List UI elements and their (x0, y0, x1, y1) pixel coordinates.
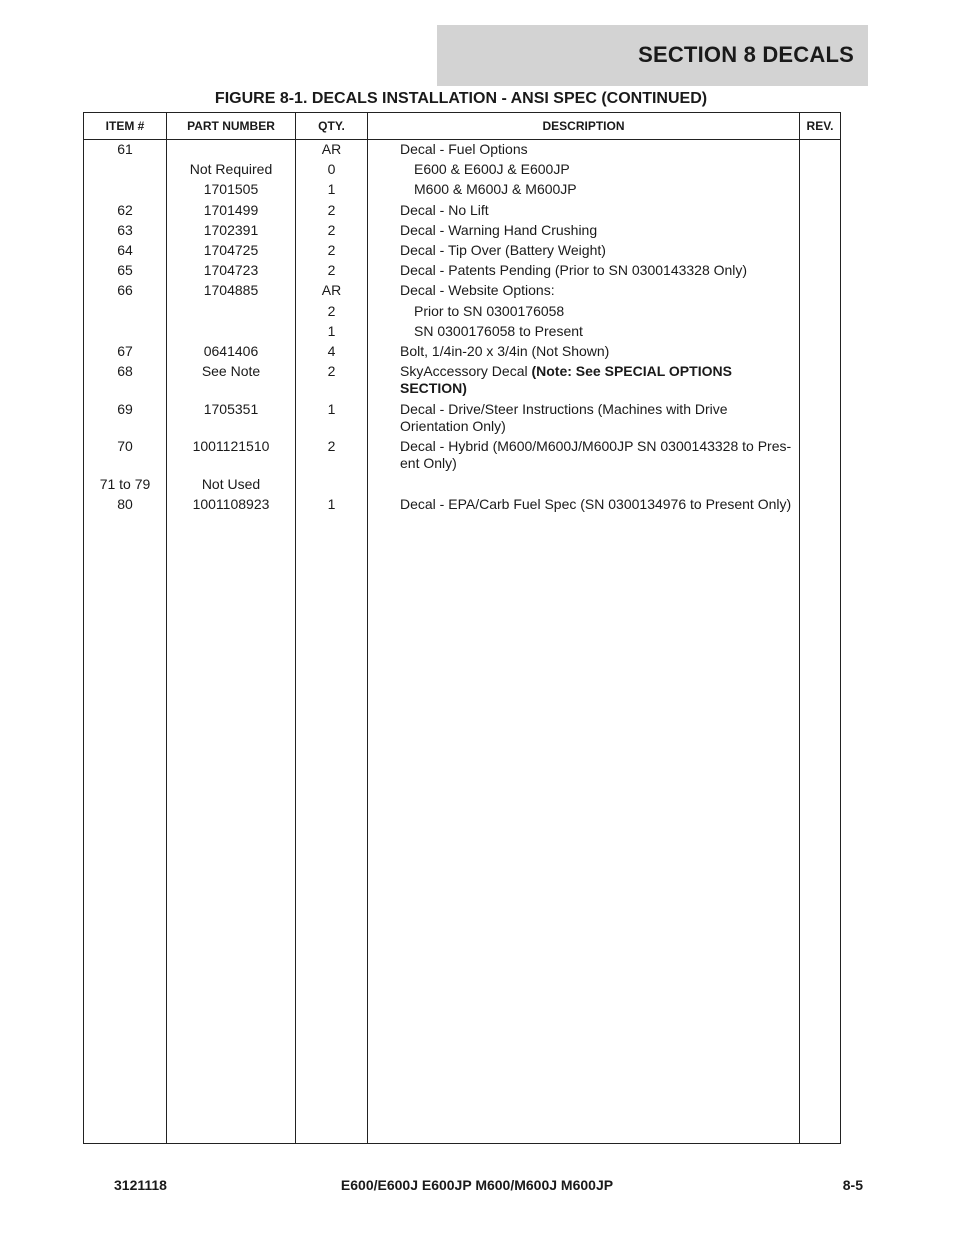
item-number: 61 (117, 141, 133, 157)
description-text: E600 & E600J & E600JP (414, 161, 570, 178)
part-number: 1001121510 (192, 438, 270, 455)
item-number: 69 (117, 400, 133, 417)
description-text: Decal - Hybrid (M600/M600J/M600JP SN 0300143328 to Pres-ent Only) (400, 438, 792, 472)
description (400, 222, 796, 239)
table-row (84, 181, 840, 201)
table-row (84, 303, 840, 323)
description-text: Decal - Warning Hand Crushing (400, 221, 598, 238)
header-rev: REV. (806, 119, 834, 133)
description (400, 282, 796, 299)
description-text: Decal - EPA/Carb Fuel Spec (SN 0300134976 to Present Only) (400, 496, 792, 513)
part-number: 1704725 (203, 241, 259, 258)
table-row (84, 202, 840, 222)
part-number: 0641406 (203, 342, 259, 359)
description (400, 343, 796, 360)
quantity: 1 (327, 400, 336, 417)
description (400, 438, 796, 472)
part-number: Not Required (189, 161, 273, 178)
footer-page-number: 8-5 (842, 1177, 863, 1193)
quantity: 2 (327, 262, 336, 279)
part-number: 1001108923 (192, 496, 270, 513)
quantity: 1 (327, 496, 336, 513)
header-description: DESCRIPTION (542, 119, 625, 133)
quantity: 1 (327, 322, 336, 339)
item-number: 64 (117, 241, 133, 258)
table-row (84, 161, 840, 181)
section-title: SECTION 8 DECALS (638, 42, 854, 67)
quantity: AR (321, 141, 342, 157)
part-number: 1704885 (203, 282, 259, 299)
description-text: Prior to SN 0300176058 (414, 302, 565, 319)
header-divider (84, 139, 840, 140)
header-item: ITEM # (105, 119, 145, 133)
description (414, 161, 810, 178)
figure-title: FIGURE 8-1. DECALS INSTALLATION - ANSI SPEC (CONTINUED) (214, 90, 708, 107)
description (400, 202, 796, 219)
description-text: SN 0300176058 to Present (414, 322, 583, 339)
item-number: 71 to 79 (99, 476, 151, 493)
description-text: M600 & M600J & M600JP (414, 181, 577, 198)
table-body (84, 141, 840, 517)
table-row (84, 401, 840, 439)
table-row (84, 438, 840, 476)
table-row (84, 343, 840, 363)
quantity: 4 (327, 342, 336, 359)
description-text: Decal - Fuel Options (400, 141, 528, 157)
part-number: 1705351 (203, 400, 259, 417)
part-number: 1701499 (203, 201, 259, 218)
table-row (84, 323, 840, 343)
table-row (84, 496, 840, 516)
table-row (84, 222, 840, 242)
description (400, 262, 796, 279)
header-part-number: PART NUMBER (187, 119, 275, 133)
description (414, 181, 810, 198)
footer-models: E600/E600J E600JP M600/M600J M600JP (340, 1177, 614, 1193)
part-number: 1704723 (203, 262, 259, 279)
quantity: AR (321, 282, 342, 299)
part-number: 1701505 (203, 181, 259, 198)
description (400, 401, 796, 435)
description-text: Bolt, 1/4in-20 x 3/4in (Not Shown) (400, 342, 610, 359)
part-number: Not Used (201, 476, 261, 493)
description-text: Decal - Patents Pending (Prior to SN 0300143328 Only) (400, 262, 748, 279)
description-text: Decal - Tip Over (Battery Weight) (400, 241, 606, 258)
parts-table (83, 112, 841, 1144)
description-text: Decal - No Lift (400, 201, 489, 218)
item-number: 67 (117, 342, 133, 359)
quantity: 2 (327, 363, 336, 380)
quantity: 0 (327, 161, 336, 178)
table-row (84, 282, 840, 302)
table-row (84, 262, 840, 282)
table-row (84, 242, 840, 262)
item-number: 65 (117, 262, 133, 279)
quantity: 2 (327, 241, 336, 258)
description (400, 363, 796, 397)
description (400, 496, 796, 513)
footer-doc-number: 3121118 (114, 1177, 167, 1193)
item-number: 80 (117, 496, 133, 513)
section-banner (437, 25, 868, 86)
description-note: (Note: See SPECIAL OPTIONS SECTION) (400, 363, 732, 397)
table-row (84, 141, 840, 161)
item-number: 63 (117, 221, 133, 238)
item-number: 70 (117, 438, 133, 455)
item-number: 66 (117, 282, 133, 299)
table-row (84, 476, 840, 496)
quantity: 2 (327, 221, 336, 238)
description-text: Decal - Drive/Steer Instructions (Machines with Drive Orientation Only) (400, 400, 728, 434)
description-text: SkyAccessory Decal (400, 363, 532, 380)
quantity: 1 (327, 181, 336, 198)
description (414, 323, 810, 340)
header-qty: QTY. (318, 119, 345, 133)
quantity: 2 (327, 201, 336, 218)
description-text: Decal - Website Options: (400, 282, 555, 299)
part-number: 1702391 (203, 221, 259, 238)
description (400, 242, 796, 259)
table-row (84, 363, 840, 401)
description (414, 303, 810, 320)
description (400, 141, 796, 158)
quantity: 2 (327, 302, 336, 319)
part-number: See Note (201, 363, 261, 380)
item-number: 62 (117, 201, 133, 218)
quantity: 2 (327, 438, 336, 455)
item-number: 68 (117, 363, 133, 380)
